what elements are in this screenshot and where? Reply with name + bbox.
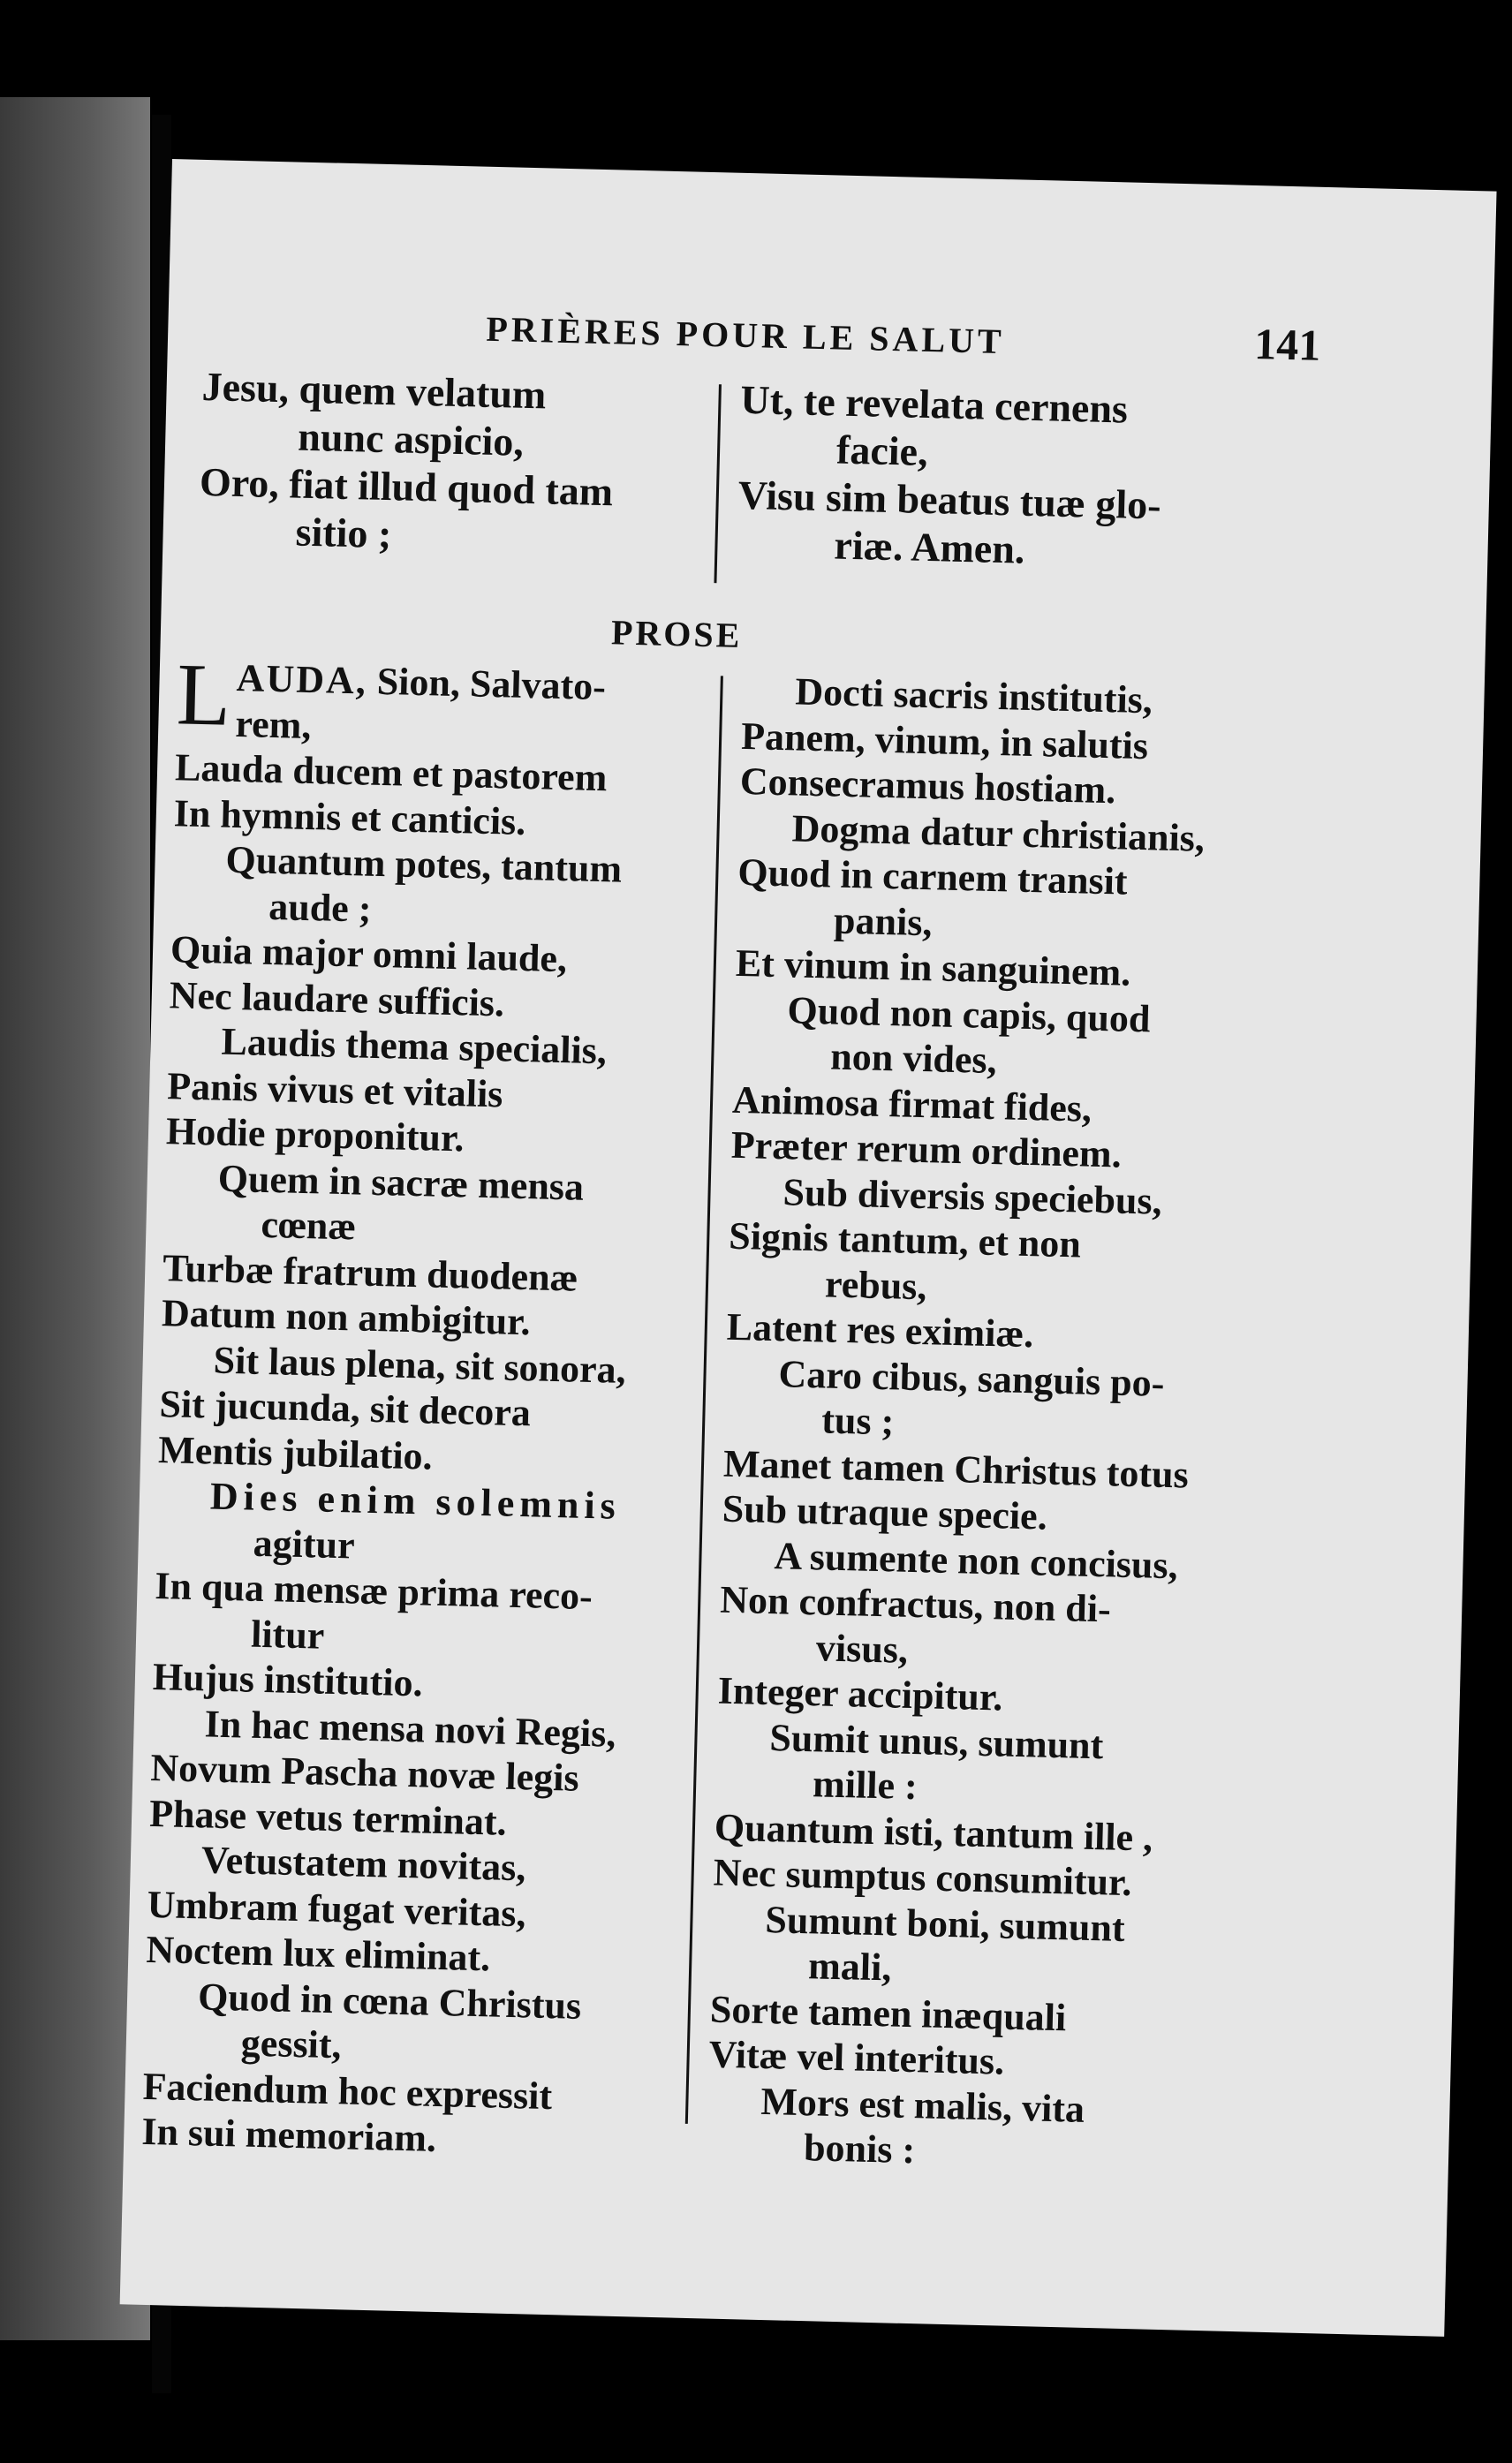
verse-line: Jesu, quem velatum [201,363,547,418]
verse-line: Sit jucunda, sit decora [158,1382,532,1435]
verse-line: In hymnis et canticis. [173,790,526,843]
section-title: PROSE [610,612,743,655]
verse-line: Datum non ambigitur. [161,1291,532,1344]
verse-line: Sub diversis speciebus, [782,1169,1163,1223]
verse-line: litur [250,1612,325,1658]
verse-line: In hac mensa novi Regis, [204,1701,616,1756]
verse-line: aude ; [268,884,373,931]
verse-line: mali, [807,1944,892,1990]
verse-line: Laudis thema specialis, [221,1019,608,1073]
verse-line: Ut, te revelata cernens [739,376,1129,432]
verse-line: visus, [815,1625,909,1672]
verse-line: Visu sim beatus tuæ glo- [737,472,1162,528]
page-number: 141 [1253,319,1321,370]
verse-line: Quod in carnem transit [737,850,1129,903]
verse-line: Hujus institutio. [152,1654,424,1705]
verse-line: facie, [835,427,929,474]
top-stanza-left [198,363,697,566]
verse-line: Nec laudare sufficis. [169,972,505,1024]
verse-line: Novum Pascha novæ legis [149,1745,580,1800]
verse-line: Nec sumptus consumitur. [713,1850,1133,1905]
verse-line: rebus, [824,1261,927,1308]
verse-line: Quia major omni laude, [170,927,568,981]
verse-line: Non confractus, non di- [719,1577,1112,1631]
verse-line: Quod in cœna Christus [197,1974,582,2028]
verse-line: Dies enim solemnis [209,1474,622,1528]
verse-line: In qua mensæ prima reco- [154,1564,593,1619]
verse-line: Sorte tamen inæquali [709,1987,1067,2039]
verse-line: rem, [234,701,312,747]
verse-line: agitur [253,1521,356,1568]
verse-line: Panis vivus et vitalis [166,1063,504,1115]
book-page [120,159,1497,2337]
verse-line: Latent res eximiæ. [726,1304,1034,1356]
verse-line: Manet tamen Christus totus [722,1441,1190,1497]
verse-line: sitio ; [295,509,392,557]
verse-line: In sui memoriam. [140,2109,437,2160]
verse-line: mille : [812,1762,919,1809]
verse-line: Oro, fiat illud quod tam [199,458,614,515]
verse-line: Faciendum hoc expressit [142,2064,553,2118]
verse-line: Caro cibus, sanguis po- [778,1351,1165,1405]
verse-line: Sumit unus, sumunt [768,1715,1104,1767]
verse-line: Dogma datur christianis, [791,805,1206,860]
verse-line: Mentis jubilatio. [157,1427,434,1478]
prose-left-column [140,645,707,2167]
verse-line: Sion, Salvato- [376,659,607,709]
column-divider [714,384,721,583]
verse-line: Lauda ducem et pastorem [174,745,608,800]
drop-cap: L [175,645,232,744]
verse-line: Sub utraque specie. [722,1486,1048,1538]
verse-line: Panem, vinum, in salutis [740,714,1149,767]
verse-line: Noctem lux eliminat. [145,1927,491,1980]
prose-text [140,645,1273,2199]
verse-line: Quod non capis, quod [787,987,1152,1040]
top-stanzas [198,363,1254,601]
verse-line: riæ. Amen. [833,522,1026,572]
prose-right-column [707,668,1273,2181]
verse-line: Vetustatem novitas, [200,1838,526,1890]
verse-line: Integer accipitur. [717,1668,1003,1719]
verse-line: panis, [833,898,934,944]
verse-line: non vides, [829,1034,998,1083]
verse-line: Turbæ fratrum duodenæ [162,1245,579,1300]
verse-line: Phase vetus terminat. [148,1791,508,1844]
running-header: PRIÈRES POUR LE SALUT [485,308,1006,362]
verse-line: Quem in sacræ mensa [217,1156,585,1209]
top-stanza-right [737,376,1253,579]
verse-line: Hodie proponitur. [165,1109,465,1160]
verse-line: Consecramus hostiam. [739,759,1116,812]
verse-line: Umbram fugat veritas, [147,1882,527,1935]
verse-line: gessit, [240,2021,343,2067]
verse-line: cœnæ [260,1202,357,1249]
verse-line: Quantum potes, tantum [225,837,623,891]
verse-line: Vitæ vel interitus. [708,2032,1005,2083]
verse-line: Mors est malis, vita [760,2079,1085,2131]
verse-line: Animosa firmat fides, [731,1077,1092,1130]
verse-line: Quantum isti, tantum ille , [714,1805,1153,1860]
verse-line: Præter rerum ordinem. [730,1122,1123,1176]
verse-line: Docti sacris institutis, [794,669,1153,722]
first-word: AUDA, [236,655,368,703]
verse-line: Signis tantum, et non [728,1213,1082,1266]
verse-line: Sit laus plena, sit sonora, [213,1338,627,1392]
verse-line: Sumunt boni, sumunt [764,1897,1126,1950]
verse-line: A sumente non concisus, [773,1533,1179,1587]
verse-line: tus ; [820,1398,895,1444]
verse-line: bonis : [803,2126,916,2172]
verse-line: Et vinum in sanguinem. [735,941,1131,994]
verse-line: nunc aspicio, [297,413,525,465]
